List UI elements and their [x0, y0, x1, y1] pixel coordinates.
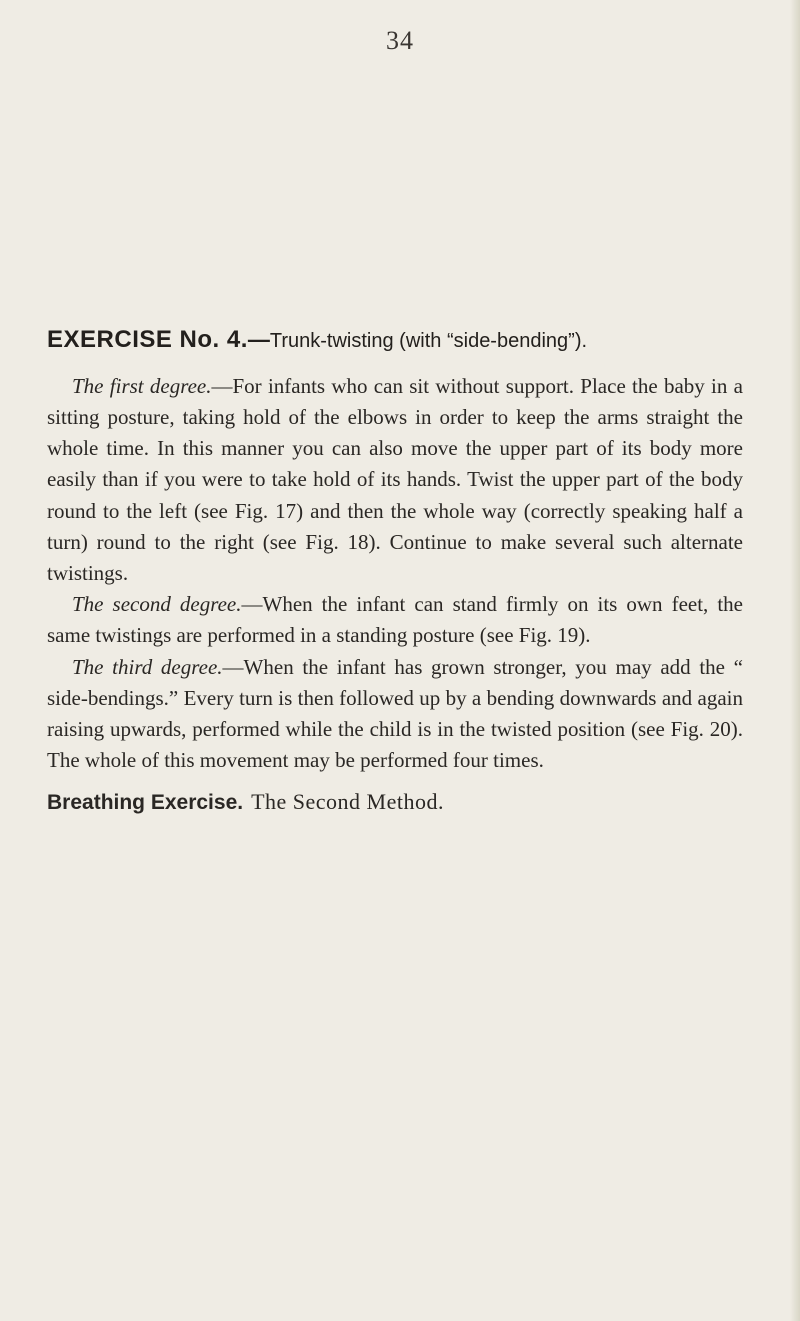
page-body [47, 326, 743, 817]
breathing-exercise-label: Breathing Exercise. [47, 791, 244, 815]
first-degree-text: For infants who can sit without support. Place the baby in a sitting posture, taking hold of the elbows in order to keep the arms straight the whole time. In this manner you can also move the upper part of its body more easily than if you were to take hold of its hands. Twist the upper part of the body round to the left (see Fig. 17) and then the whole way (correctly speaking half a turn) round to the right (see Fig. 18). Continue to make several such alternate twistings. [47, 373, 743, 586]
page-number: 34 [386, 26, 414, 55]
third-degree-text: When the infant has grown stronger, you may add the “ side-bendings.” Every turn is then followed up by a bending downwards and again raising upwards, performed while the child is in the twisted position (see Fig. 20). The whole of this movement may be performed four times. [47, 654, 744, 773]
page-edge-shadow [790, 0, 800, 1321]
breathing-exercise-line [47, 788, 743, 817]
third-degree-label: The third degree. [72, 654, 223, 679]
second-degree-label: The second degree. [72, 592, 242, 617]
third-degree-dash: — [222, 654, 244, 679]
first-degree-label: The first degree. [72, 373, 212, 398]
third-degree-paragraph [47, 652, 743, 777]
method-label: The Second Method. [251, 789, 444, 815]
exercise-heading [47, 326, 743, 355]
second-degree-text: When the infant can stand firmly on its own feet, the same twistings are performed in a standing posture (see Fig. 19). [47, 592, 743, 648]
exercise-label: EXERCISE No. 4. [47, 326, 248, 353]
first-degree-dash: — [211, 373, 233, 398]
second-degree-dash: — [241, 592, 263, 617]
exercise-description: Trunk-twisting (with “side-bending”). [269, 330, 588, 352]
first-degree-paragraph [47, 371, 743, 589]
second-degree-paragraph [47, 589, 743, 651]
heading-dash: — [247, 327, 270, 352]
